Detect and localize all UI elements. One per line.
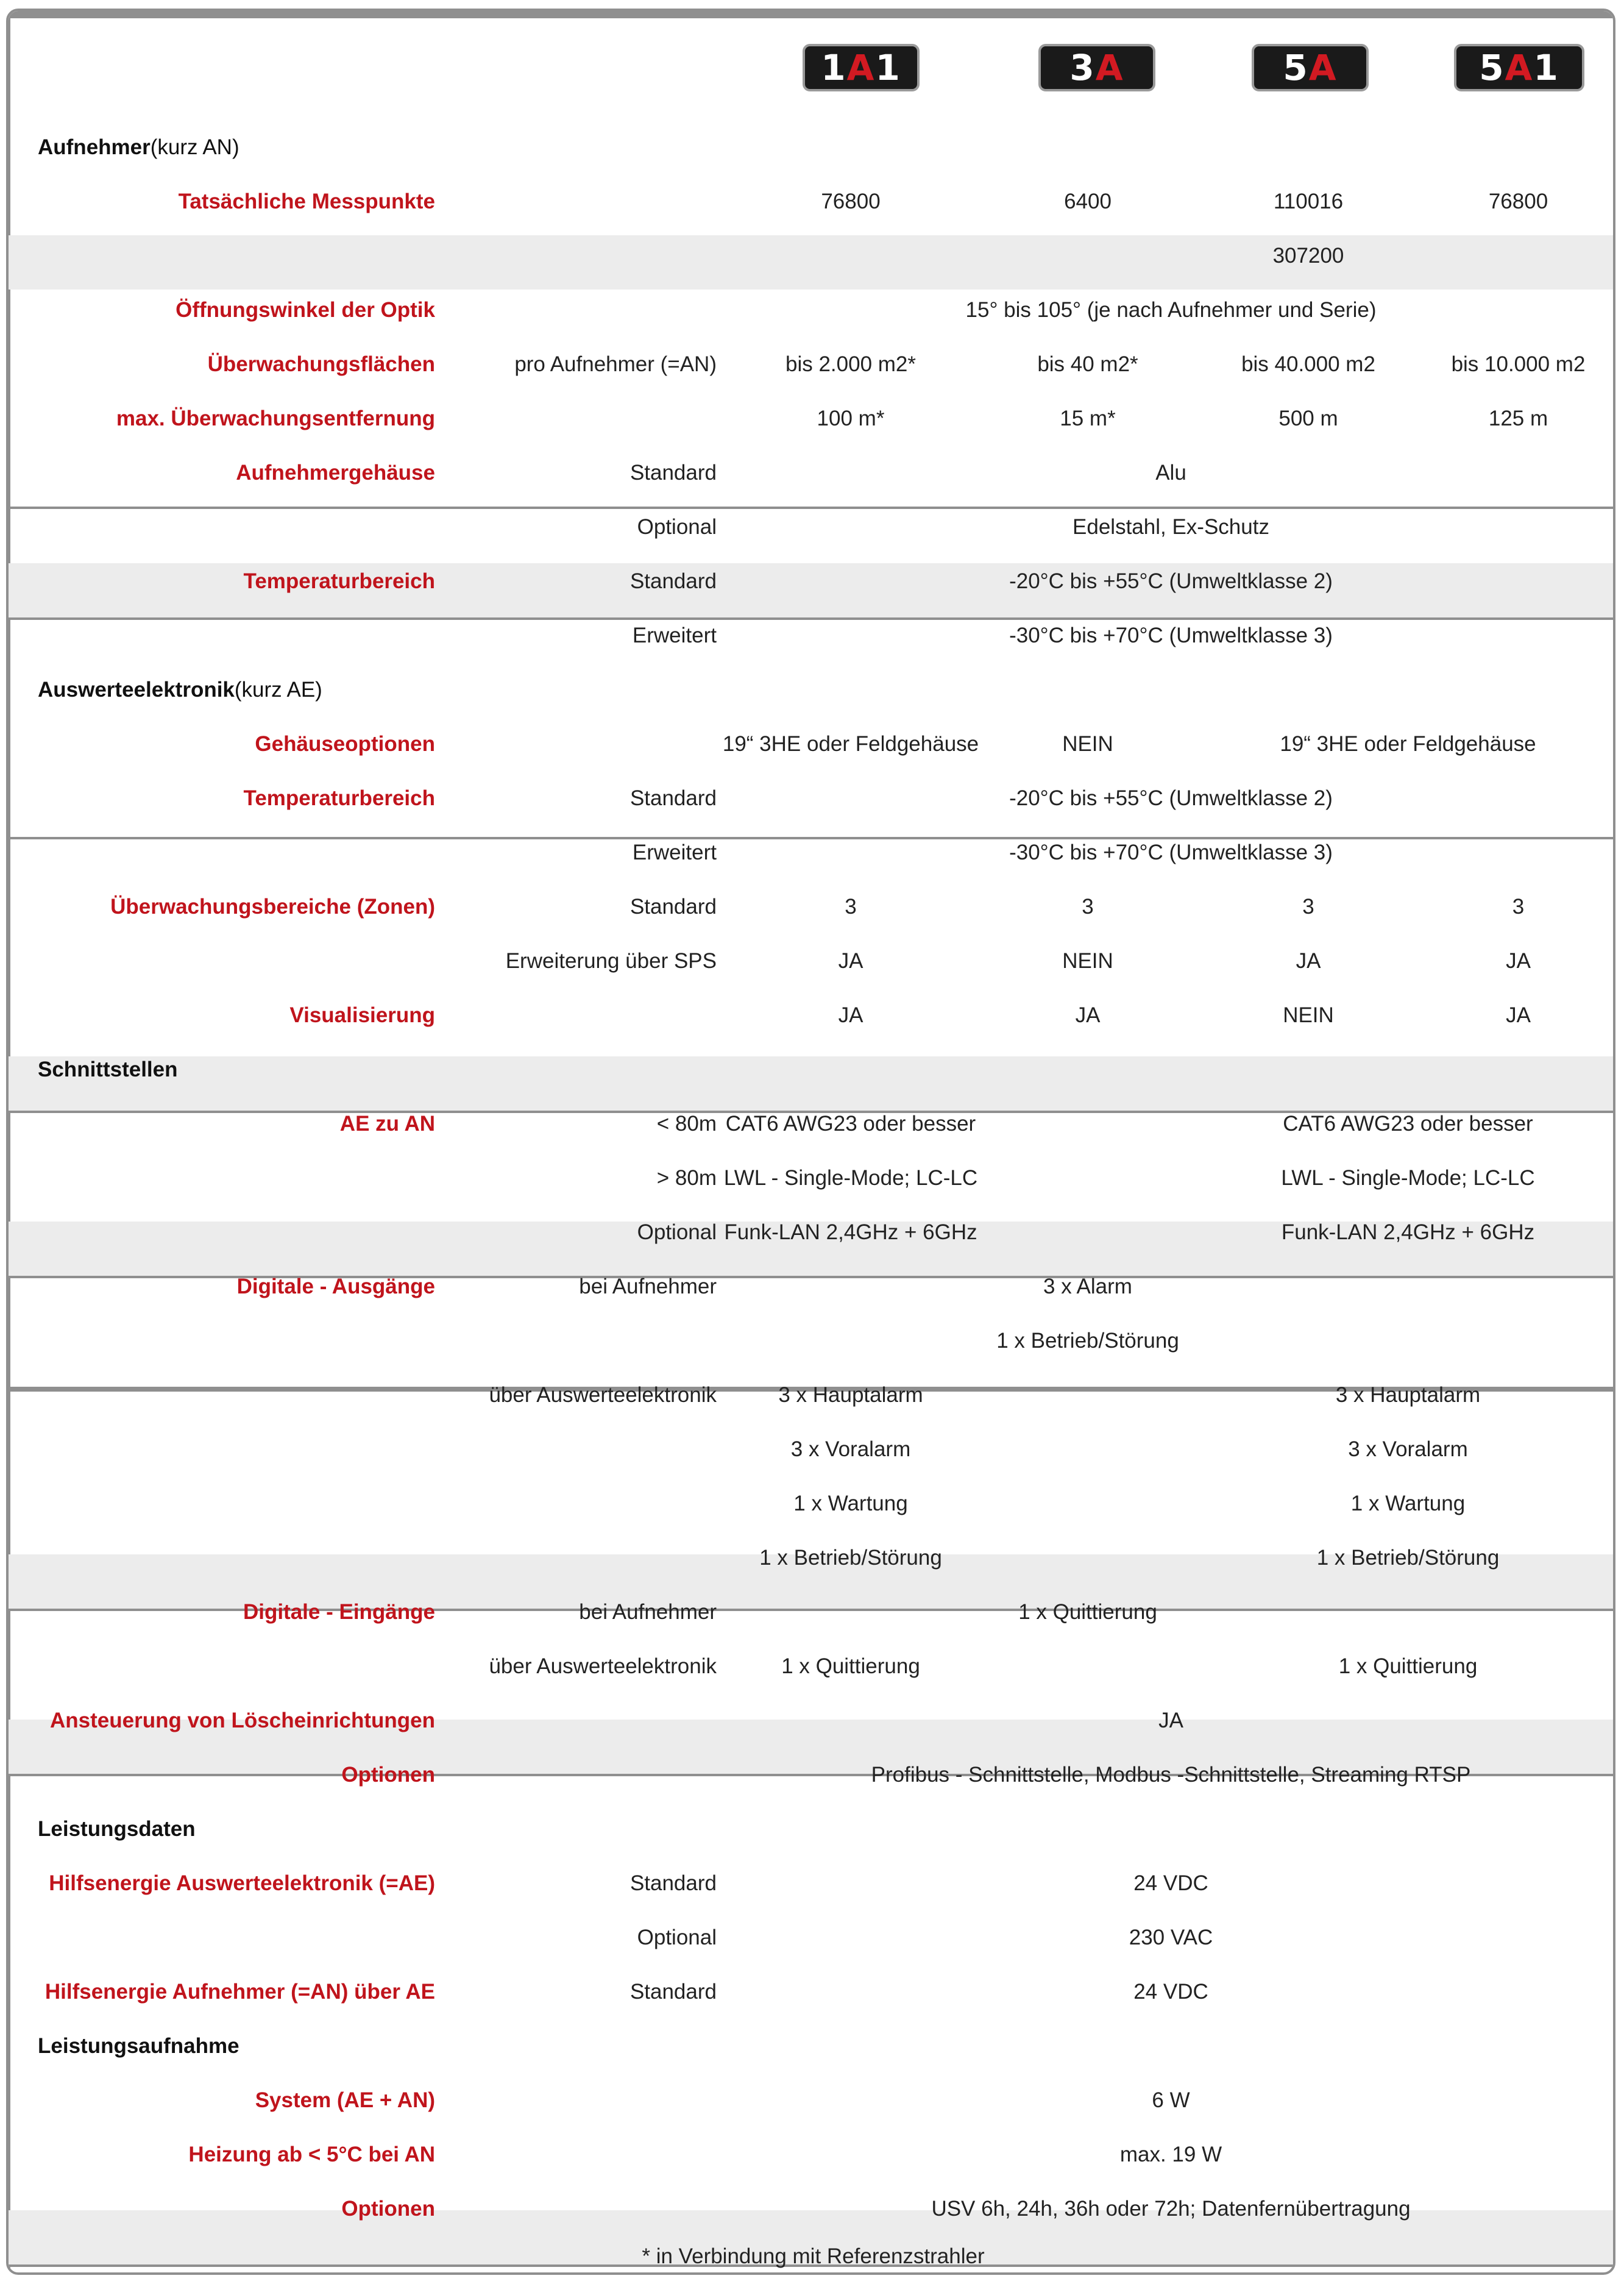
value-cell: 19“ 3HE oder Feldgehäuse bbox=[1280, 731, 1536, 756]
value-cell: -30°C bis +70°C (Umweltklasse 3) bbox=[1009, 840, 1333, 864]
value-cell: NEIN bbox=[1283, 1003, 1334, 1027]
value-cell: 15 m* bbox=[1060, 406, 1116, 430]
column-divider bbox=[9, 509, 10, 563]
row-label: Temperaturbereich bbox=[243, 786, 435, 810]
value-cell bbox=[1419, 1585, 1615, 1639]
column-divider bbox=[9, 1113, 10, 1167]
value-cell: 76800 bbox=[821, 189, 881, 213]
row-label: Aufnehmergehäuse bbox=[236, 460, 435, 485]
value-cell bbox=[1198, 1314, 1419, 1368]
value-cell: -30°C bis +70°C (Umweltklasse 3) bbox=[1009, 623, 1333, 647]
section-title: Leistungsaufnahme bbox=[38, 2033, 239, 2058]
column-divider bbox=[9, 1830, 10, 1885]
row-qualifier: Erweiterung über SPS bbox=[505, 948, 717, 973]
value-cell: JA bbox=[1158, 1708, 1183, 1732]
value-cell: Funk-LAN 2,4GHz + 6GHz bbox=[724, 1220, 977, 1244]
value-cell bbox=[724, 1585, 977, 1639]
column-divider bbox=[9, 452, 10, 507]
value-cell: bis 40 m2* bbox=[1037, 352, 1138, 376]
value-cell: JA bbox=[1075, 1003, 1101, 1027]
value-cell: 3 bbox=[1082, 894, 1094, 919]
row-label: System (AE + AN) bbox=[255, 2088, 435, 2112]
row-qualifier: Erweitert bbox=[632, 840, 717, 864]
value-cell: 1 x Wartung bbox=[1350, 1491, 1466, 1515]
value-cell bbox=[977, 1368, 1198, 1422]
column-divider bbox=[9, 1939, 10, 1993]
value-cell: 230 VAC bbox=[1129, 1925, 1213, 1949]
value-cell: 1 x Quittierung bbox=[781, 1654, 920, 1678]
value-cell bbox=[1419, 1259, 1615, 1314]
value-cell: 3 x Hauptalarm bbox=[778, 1382, 923, 1407]
logo-5a1-letter: A bbox=[1505, 47, 1534, 88]
value-cell bbox=[1198, 1585, 1419, 1639]
row-qualifier: über Auswerteelektronik bbox=[489, 1382, 717, 1407]
logo-5a-letter: A bbox=[1308, 47, 1338, 88]
column-divider bbox=[9, 2102, 10, 2156]
value-cell: 1 x Wartung bbox=[793, 1491, 908, 1515]
row-label: Digitale - Ausgänge bbox=[236, 1274, 435, 1298]
logo-1a1-suffix: 1 bbox=[875, 47, 901, 88]
row-qualifier: > 80m bbox=[656, 1165, 717, 1190]
value-cell: 125 m bbox=[1488, 406, 1548, 430]
value-cell bbox=[977, 1476, 1198, 1531]
value-cell: USV 6h, 24h, 36h oder 72h; Datenfernübertragung bbox=[931, 2196, 1411, 2221]
value-cell: 24 VDC bbox=[1133, 1979, 1208, 2004]
value-cell bbox=[724, 229, 977, 283]
row-label: Ansteuerung von Löscheinrichtungen bbox=[50, 1708, 435, 1732]
section-heading-aufnehmer bbox=[38, 120, 952, 174]
value-cell: bis 40.000 m2 bbox=[1241, 352, 1375, 376]
value-cell: 3 x Alarm bbox=[1043, 1274, 1132, 1298]
section-heading-auswerte bbox=[38, 663, 952, 717]
row-qualifier: pro Aufnehmer (=AN) bbox=[514, 352, 717, 376]
logo-1a1-letter: A bbox=[846, 47, 876, 88]
row-qualifier: Standard bbox=[629, 460, 717, 485]
value-cell: JA bbox=[838, 948, 863, 973]
value-cell: 100 m* bbox=[817, 406, 885, 430]
column-divider bbox=[9, 1392, 10, 1446]
logo-1a1-digit: 1 bbox=[821, 47, 847, 88]
row-label: Heizung ab < 5°C bei AN bbox=[188, 2142, 435, 2166]
footnote: * in Verbindung mit Referenzstrahler bbox=[642, 2244, 985, 2268]
spec-table-frame bbox=[6, 9, 1615, 2275]
logo-3a-letter: A bbox=[1095, 47, 1124, 88]
row-qualifier: Standard bbox=[629, 786, 717, 810]
value-cell: CAT6 AWG23 oder besser bbox=[1283, 1111, 1533, 1136]
section-subtitle: (kurz AE) bbox=[234, 677, 322, 702]
value-cell: max. 19 W bbox=[1119, 2142, 1222, 2166]
row-label: Optionen bbox=[341, 1762, 435, 1787]
row-qualifier: über Auswerteelektronik bbox=[489, 1654, 717, 1678]
value-cell: 3 x Voralarm bbox=[1348, 1437, 1468, 1461]
row-qualifier: Erweitert bbox=[632, 623, 717, 647]
column-divider bbox=[9, 620, 10, 674]
value-cell: CAT6 AWG23 oder besser bbox=[725, 1111, 976, 1136]
section-subtitle: (kurz AN) bbox=[150, 135, 239, 159]
logo-5a-digit: 5 bbox=[1283, 47, 1309, 88]
value-cell bbox=[1419, 229, 1615, 283]
logo-3a-digit: 3 bbox=[1069, 47, 1096, 88]
value-cell: 6400 bbox=[1064, 189, 1112, 213]
column-divider bbox=[9, 948, 10, 1002]
value-cell: LWL - Single-Mode; LC-LC bbox=[723, 1165, 978, 1190]
column-divider bbox=[9, 1332, 10, 1387]
value-cell: Funk-LAN 2,4GHz + 6GHz bbox=[1281, 1220, 1535, 1244]
row-qualifier: Optional bbox=[637, 514, 717, 539]
section-title: Leistungsdaten bbox=[38, 1816, 196, 1841]
value-cell bbox=[1419, 1314, 1615, 1368]
row-label: Optionen bbox=[341, 2196, 435, 2221]
value-cell bbox=[977, 1531, 1198, 1585]
row-qualifier: bei Aufnehmer bbox=[579, 1274, 717, 1298]
column-divider bbox=[9, 839, 10, 894]
column-divider bbox=[9, 73, 10, 127]
section-heading-schnitt bbox=[38, 1042, 952, 1097]
value-cell: bis 10.000 m2 bbox=[1451, 352, 1586, 376]
column-divider bbox=[9, 127, 10, 181]
row-qualifier: Standard bbox=[629, 569, 717, 593]
row-label: AE zu AN bbox=[339, 1111, 435, 1136]
column-divider bbox=[9, 181, 10, 235]
row-label: Überwachungsflächen bbox=[207, 352, 435, 376]
row-label: Digitale - Eingänge bbox=[243, 1599, 435, 1624]
value-cell bbox=[977, 1151, 1198, 1205]
value-cell: NEIN bbox=[1062, 948, 1113, 973]
value-cell bbox=[1198, 1259, 1419, 1314]
value-cell: JA bbox=[1296, 948, 1321, 973]
value-cell: 1 x Quittierung bbox=[1018, 1599, 1157, 1624]
column-divider bbox=[9, 1002, 10, 1056]
value-cell: 500 m bbox=[1278, 406, 1338, 430]
value-cell bbox=[724, 1314, 977, 1368]
row-label: Hilfsenergie Aufnehmer (=AN) über AE bbox=[44, 1979, 435, 2004]
column-divider bbox=[9, 1885, 10, 1939]
row-label: Öffnungswinkel der Optik bbox=[176, 297, 435, 322]
row-qualifier: Optional bbox=[637, 1925, 717, 1949]
column-divider bbox=[9, 1446, 10, 1500]
value-cell: 1 x Betrieb/Störung bbox=[1316, 1545, 1500, 1570]
value-cell: Profibus - Schnittstelle, Modbus -Schnittstelle, Streaming RTSP bbox=[871, 1762, 1471, 1787]
section-title: Aufnehmer bbox=[38, 135, 151, 159]
value-cell: JA bbox=[838, 1003, 863, 1027]
column-divider bbox=[9, 1776, 10, 1830]
value-cell: 15° bis 105° (je nach Aufnehmer und Serie) bbox=[965, 297, 1377, 322]
value-cell: 24 VDC bbox=[1133, 1871, 1208, 1895]
value-cell bbox=[977, 1097, 1198, 1151]
value-cell bbox=[977, 1205, 1198, 1259]
value-cell: 3 bbox=[845, 894, 857, 919]
row-qualifier: Standard bbox=[629, 1979, 717, 2004]
column-divider bbox=[9, 2156, 10, 2210]
value-cell: JA bbox=[1506, 1003, 1531, 1027]
spec-table bbox=[9, 11, 1613, 2272]
row-label: Überwachungsbereiche (Zonen) bbox=[110, 894, 435, 919]
column-divider bbox=[9, 290, 10, 344]
row-qualifier: < 80m bbox=[656, 1111, 717, 1136]
value-cell: bis 2.000 m2* bbox=[785, 352, 917, 376]
section-title: Auswerteelektronik bbox=[38, 677, 235, 702]
value-cell: 3 x Voralarm bbox=[790, 1437, 911, 1461]
value-cell: -20°C bis +55°C (Umweltklasse 2) bbox=[1009, 786, 1333, 810]
value-cell: 1 x Betrieb/Störung bbox=[996, 1328, 1179, 1353]
value-cell: -20°C bis +55°C (Umweltklasse 2) bbox=[1009, 569, 1333, 593]
column-divider bbox=[9, 1611, 10, 1665]
section-title: Schnittstellen bbox=[38, 1057, 178, 1081]
row-label: Hilfsenergie Auswerteelektronik (=AE) bbox=[49, 1871, 435, 1895]
value-cell: NEIN bbox=[1062, 731, 1113, 756]
value-cell: 1 x Quittierung bbox=[1338, 1654, 1478, 1678]
value-cell bbox=[977, 1639, 1198, 1693]
value-cell: JA bbox=[1506, 948, 1531, 973]
column-divider bbox=[9, 1167, 10, 1222]
column-divider bbox=[9, 1993, 10, 2047]
value-cell: 19“ 3HE oder Feldgehäuse bbox=[722, 731, 979, 756]
value-cell: 307200 bbox=[1272, 243, 1344, 268]
row-label: Gehäuseoptionen bbox=[255, 731, 435, 756]
column-divider bbox=[9, 18, 10, 73]
value-cell bbox=[724, 1259, 977, 1314]
value-cell: 76800 bbox=[1488, 189, 1548, 213]
value-cell: 3 bbox=[1302, 894, 1314, 919]
value-cell: Alu bbox=[1155, 460, 1186, 485]
column-divider bbox=[9, 2047, 10, 2102]
column-divider bbox=[9, 674, 10, 728]
section-heading-leistungsaufnahme bbox=[38, 2019, 952, 2073]
row-qualifier: Optional bbox=[637, 1220, 717, 1244]
column-divider bbox=[9, 1278, 10, 1332]
row-label: Tatsächliche Messpunkte bbox=[178, 189, 435, 213]
column-divider bbox=[9, 344, 10, 398]
value-cell: 110016 bbox=[1273, 189, 1344, 213]
row-label: Temperaturbereich bbox=[243, 569, 435, 593]
column-divider bbox=[9, 398, 10, 452]
value-cell: Edelstahl, Ex-Schutz bbox=[1073, 514, 1269, 539]
row-qualifier: Standard bbox=[629, 1871, 717, 1895]
value-cell: 3 bbox=[1512, 894, 1525, 919]
column-divider bbox=[9, 1665, 10, 1720]
logo-5a1-digit: 5 bbox=[1479, 47, 1505, 88]
row-qualifier: Standard bbox=[629, 894, 717, 919]
value-cell: LWL - Single-Mode; LC-LC bbox=[1281, 1165, 1535, 1190]
value-cell: 1 x Betrieb/Störung bbox=[759, 1545, 942, 1570]
column-divider bbox=[9, 894, 10, 948]
column-divider bbox=[9, 728, 10, 783]
value-cell: 6 W bbox=[1152, 2088, 1190, 2112]
column-divider bbox=[9, 783, 10, 837]
row-label: Visualisierung bbox=[289, 1003, 435, 1027]
section-heading-leistungsdaten bbox=[38, 1802, 952, 1856]
row-label: max. Überwachungsentfernung bbox=[116, 406, 435, 430]
value-cell: 3 x Hauptalarm bbox=[1335, 1382, 1481, 1407]
row-qualifier: bei Aufnehmer bbox=[579, 1599, 717, 1624]
value-cell bbox=[977, 229, 1198, 283]
value-cell bbox=[977, 1422, 1198, 1476]
row-separator bbox=[9, 16, 1615, 18]
column-divider bbox=[9, 1500, 10, 1554]
logo-5a1-suffix: 1 bbox=[1533, 47, 1559, 88]
